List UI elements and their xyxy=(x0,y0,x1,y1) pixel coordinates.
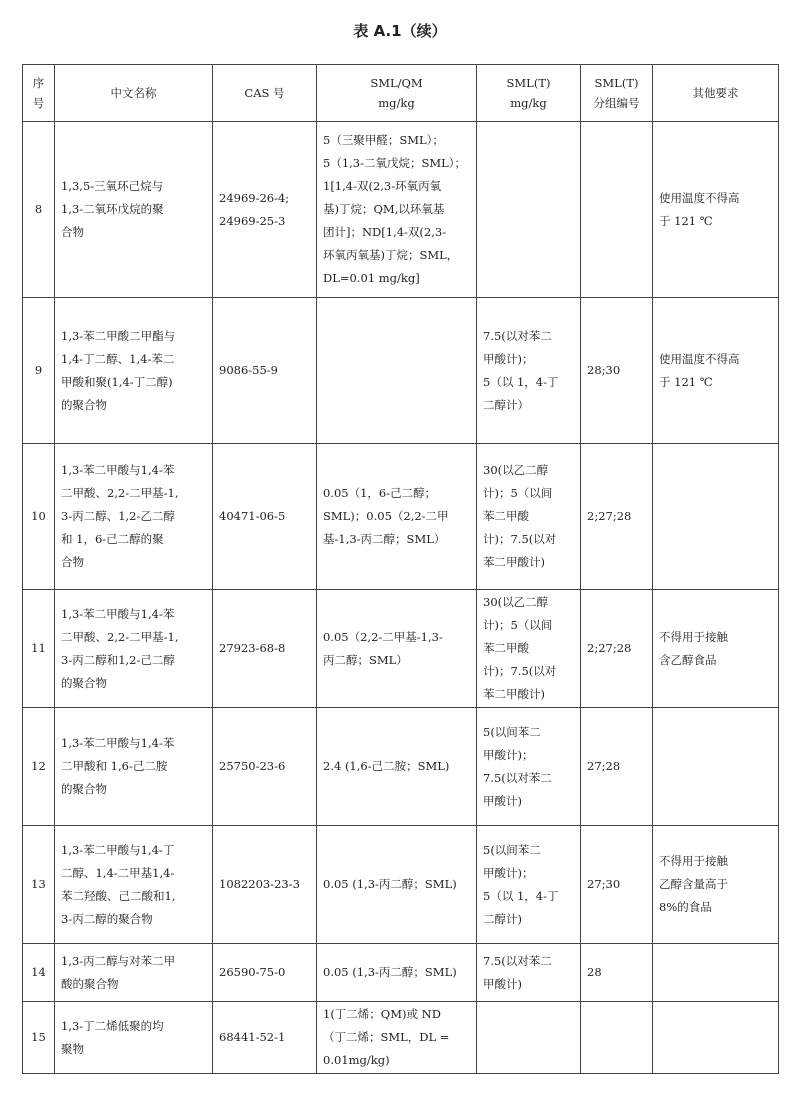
cas-number-text: 24969-25-3 xyxy=(219,213,286,228)
cas-number-cell xyxy=(213,826,317,944)
header-line: 分组编号 xyxy=(593,96,640,110)
sml-t-group-text: 27;30 xyxy=(587,877,621,891)
sml-qm-text: 2.4 (1,6-己二胺；SML) xyxy=(323,759,450,773)
header-line: mg/kg xyxy=(378,96,415,110)
sml-t-text: 苯二甲酸 xyxy=(483,509,529,523)
sml-t-text: 7.5(以对苯二 xyxy=(483,328,552,343)
other-requirements-cell xyxy=(653,122,779,298)
table-row xyxy=(23,122,779,298)
sml-t-group-cell xyxy=(581,444,653,590)
other-requirements-cell xyxy=(653,590,779,708)
sml-qm-cell xyxy=(317,122,477,298)
sml-qm-text: 1(丁二烯；QM)或 ND xyxy=(323,1007,441,1021)
sml-qm-text: 5（三聚甲醛；SML）； xyxy=(323,133,444,147)
other-requirements-cell xyxy=(653,444,779,590)
sml-qm-text: 0.05（1，6-己二醇； xyxy=(323,486,437,500)
chinese-name-text: 苯二羟酸、己二酸和1, xyxy=(61,888,176,903)
sml-t-text: 苯二甲酸计) xyxy=(483,687,545,701)
other-requirements-text: 乙醇含量高于 xyxy=(659,877,728,891)
cas-number-cell xyxy=(213,944,317,1002)
row-number-text: 15 xyxy=(31,1030,46,1044)
sml-qm-cell xyxy=(317,944,477,1002)
sml-t-group-cell xyxy=(581,122,653,298)
cas-number-cell xyxy=(213,122,317,298)
other-requirements-cell xyxy=(653,826,779,944)
chinese-name-text: 聚物 xyxy=(61,1041,84,1056)
other-requirements-text: 8%的食品 xyxy=(659,900,712,914)
sml-t-group-cell xyxy=(581,1002,653,1074)
cas-number-text: 68441-52-1 xyxy=(219,1030,286,1044)
sml-t-cell xyxy=(477,590,581,708)
chinese-name-text: 1,3-苯二甲酸与1,4-丁 xyxy=(61,842,175,857)
chinese-name-text: 二甲酸、2,2-二甲基-1, xyxy=(61,486,179,500)
row-number-text: 13 xyxy=(31,877,46,891)
sml-t-text: 甲酸计) xyxy=(483,793,522,808)
sml-t-text: 7.5(以对苯二 xyxy=(483,953,552,968)
row-number-text: 14 xyxy=(31,965,46,979)
cas-number-text: 25750-23-6 xyxy=(219,759,286,773)
sml-t-text: 甲酸计) xyxy=(483,976,522,991)
table-title: 表 A.1（续） xyxy=(353,22,447,40)
sml-qm-text: 团计]；ND[1,4-双(2,3- xyxy=(323,225,447,239)
sml-qm-text: SML)；0.05（2,2-二甲 xyxy=(323,509,449,523)
chinese-name-text: 甲酸和聚(1,4-丁二醇) xyxy=(61,374,173,389)
sml-qm-text: 丙二醇；SML） xyxy=(323,652,408,667)
sml-t-cell xyxy=(477,444,581,590)
col-header-name xyxy=(55,65,213,122)
sml-t-text: 5（以 1，4-丁 xyxy=(483,374,559,389)
header-line: mg/kg xyxy=(510,96,547,110)
sml-t-text: 5(以间苯二 xyxy=(483,724,541,739)
sml-t-cell xyxy=(477,826,581,944)
sml-t-cell xyxy=(477,708,581,826)
sml-t-group-text: 28 xyxy=(587,965,602,979)
chinese-name-text: 的聚合物 xyxy=(61,782,107,796)
sml-qm-cell xyxy=(317,708,477,826)
row-number-cell xyxy=(23,944,55,1002)
sml-t-text: 5(以间苯二 xyxy=(483,842,541,857)
sml-qm-text: 0.05（2,2-二甲基-1,3- xyxy=(323,629,443,644)
sml-qm-cell xyxy=(317,1002,477,1074)
chinese-name-text: 1,3-丁二烯低聚的均 xyxy=(61,1018,164,1033)
col-header-group xyxy=(581,65,653,122)
cas-number-cell xyxy=(213,590,317,708)
sml-t-text: 7.5(以对苯二 xyxy=(483,770,552,785)
cas-number-text: 40471-06-5 xyxy=(219,509,286,523)
row-number-cell xyxy=(23,298,55,444)
chinese-name-cell xyxy=(55,708,213,826)
col-header-no xyxy=(23,65,55,122)
table-row xyxy=(23,1002,779,1074)
cas-number-text: 26590-75-0 xyxy=(219,965,286,979)
sml-t-group-cell xyxy=(581,708,653,826)
chinese-name-cell xyxy=(55,122,213,298)
sml-t-group-cell xyxy=(581,590,653,708)
table-row xyxy=(23,298,779,444)
sml-t-group-text: 2;27;28 xyxy=(587,641,632,655)
row-number-text: 12 xyxy=(31,759,46,773)
sml-t-text: 计)；5（以间 xyxy=(483,618,553,632)
sml-t-cell xyxy=(477,1002,581,1074)
sml-qm-text: 基-1,3-丙二醇；SML） xyxy=(323,532,446,546)
col-header-sml-t xyxy=(477,65,581,122)
sml-t-text: 苯二甲酸计) xyxy=(483,555,545,569)
row-number-cell xyxy=(23,590,55,708)
sml-t-group-text: 2;27;28 xyxy=(587,509,632,523)
chinese-name-cell xyxy=(55,1002,213,1074)
sml-t-text: 30(以乙二醇 xyxy=(483,463,549,477)
chinese-name-text: 酸的聚合物 xyxy=(61,976,119,991)
sml-qm-text: 基)丁烷；QM,以环氧基 xyxy=(323,202,445,216)
table-row xyxy=(23,826,779,944)
header-row xyxy=(23,65,779,122)
sml-qm-cell xyxy=(317,444,477,590)
header-line: 中文名称 xyxy=(110,86,157,100)
row-number-text: 11 xyxy=(31,641,46,655)
sml-qm-text: （丁二烯；SML，DL = xyxy=(323,1030,450,1044)
chinese-name-text: 合物 xyxy=(61,555,84,569)
table-row xyxy=(23,590,779,708)
chinese-name-text: 1,3-苯二甲酸与1,4-苯 xyxy=(61,606,175,621)
sml-qm-text: 5（1,3-二氧戊烷；SML）； xyxy=(323,156,467,170)
sml-t-group-text: 27;28 xyxy=(587,759,621,773)
chinese-name-cell xyxy=(55,944,213,1002)
row-number-cell xyxy=(23,826,55,944)
row-number-cell xyxy=(23,122,55,298)
cas-number-cell xyxy=(213,1002,317,1074)
chinese-name-cell xyxy=(55,298,213,444)
col-header-sml-qm xyxy=(317,65,477,122)
chinese-name-cell xyxy=(55,826,213,944)
sml-t-group-cell xyxy=(581,826,653,944)
chinese-name-text: 二醇、1,4-二甲基1,4- xyxy=(61,865,175,880)
row-number-text: 9 xyxy=(34,363,43,377)
sml-t-group-cell xyxy=(581,298,653,444)
sml-qm-cell xyxy=(317,298,477,444)
cas-number-text: 9086-55-9 xyxy=(219,363,278,377)
chinese-name-cell xyxy=(55,444,213,590)
sml-t-group-text: 28;30 xyxy=(587,363,621,377)
other-requirements-cell xyxy=(653,1002,779,1074)
table-row xyxy=(23,444,779,590)
sml-qm-text: 1[1,4-双(2,3-环氧丙氧 xyxy=(323,179,442,193)
sml-t-group-cell xyxy=(581,944,653,1002)
table-row xyxy=(23,708,779,826)
other-requirements-text: 使用温度不得高 xyxy=(659,190,740,205)
sml-qm-text: 0.01mg/kg) xyxy=(323,1053,390,1067)
sml-qm-text: DL=0.01 mg/kg] xyxy=(323,271,420,285)
sml-t-cell xyxy=(477,298,581,444)
other-requirements-text: 使用温度不得高 xyxy=(659,351,740,366)
header-line: 其他要求 xyxy=(692,86,739,100)
row-number-cell xyxy=(23,708,55,826)
header-line: 序号 xyxy=(32,76,45,110)
chinese-name-text: 1,3-苯二甲酸与1,4-苯 xyxy=(61,736,175,750)
header-line: SML(T) xyxy=(506,76,551,90)
sml-t-cell xyxy=(477,944,581,1002)
sml-t-text: 30(以乙二醇 xyxy=(483,595,549,609)
cas-number-cell xyxy=(213,708,317,826)
sml-t-text: 甲酸计)； xyxy=(483,865,534,880)
other-requirements-text: 含乙醇食品 xyxy=(659,652,717,667)
sml-t-text: 甲酸计)； xyxy=(483,351,534,366)
chinese-name-text: 1,3-苯二甲酸二甲酯与 xyxy=(61,328,176,343)
chinese-name-text: 1,3-苯二甲酸与1,4-苯 xyxy=(61,463,175,477)
other-requirements-cell xyxy=(653,298,779,444)
cas-number-cell xyxy=(213,298,317,444)
col-header-cas xyxy=(213,65,317,122)
additive-table xyxy=(22,64,779,1074)
sml-t-text: 二醇计) xyxy=(483,911,522,926)
cas-number-cell xyxy=(213,444,317,590)
chinese-name-text: 合物 xyxy=(61,225,84,239)
sml-qm-text: 0.05 (1,3-丙二醇；SML) xyxy=(323,877,457,891)
chinese-name-text: 1,3,5-三氧环己烷与 xyxy=(61,179,164,193)
chinese-name-text: 二甲酸、2,2-二甲基-1, xyxy=(61,629,179,644)
row-number-cell xyxy=(23,444,55,590)
cas-number-text: 1082203-23-3 xyxy=(219,877,300,891)
other-requirements-text: 不得用于接触 xyxy=(659,629,728,644)
sml-t-text: 计)；7.5(以对 xyxy=(483,532,557,546)
sml-t-text: 苯二甲酸 xyxy=(483,641,529,655)
header-line: CAS 号 xyxy=(244,86,285,100)
sml-t-text: 5（以 1，4-丁 xyxy=(483,888,559,903)
sml-t-text: 计)；5（以间 xyxy=(483,486,553,500)
sml-t-text: 二醇计） xyxy=(483,397,529,412)
chinese-name-text: 1,4-丁二醇、1,4-苯二 xyxy=(61,351,175,366)
row-number-text: 8 xyxy=(34,202,43,216)
table-row xyxy=(23,944,779,1002)
chinese-name-text: 1,3-丙二醇与对苯二甲 xyxy=(61,953,176,968)
other-requirements-text: 不得用于接触 xyxy=(659,854,728,868)
other-requirements-text: 于 121 ℃ xyxy=(659,213,713,228)
other-requirements-cell xyxy=(653,708,779,826)
chinese-name-cell xyxy=(55,590,213,708)
sml-t-text: 甲酸计)； xyxy=(483,747,534,762)
sml-qm-cell xyxy=(317,826,477,944)
cas-number-text: 24969-26-4; xyxy=(219,190,290,205)
sml-t-cell xyxy=(477,122,581,298)
row-number-text: 10 xyxy=(31,509,46,523)
chinese-name-text: 二甲酸和 1,6-己二胺 xyxy=(61,759,168,773)
other-requirements-cell xyxy=(653,944,779,1002)
header-line: SML/QM xyxy=(370,76,423,90)
chinese-name-text: 3-丙二醇和1,2-己二醇 xyxy=(61,652,175,667)
chinese-name-text: 的聚合物 xyxy=(61,397,107,412)
row-number-cell xyxy=(23,1002,55,1074)
sml-t-text: 计)；7.5(以对 xyxy=(483,664,557,678)
sml-qm-text: 环氧丙氧基)丁烷；SML， xyxy=(323,248,459,262)
sml-qm-cell xyxy=(317,590,477,708)
chinese-name-text: 1,3-二氧环戊烷的聚 xyxy=(61,202,164,216)
sml-qm-text: 0.05 (1,3-丙二醇；SML) xyxy=(323,965,457,979)
header-line: SML(T) xyxy=(594,76,639,90)
chinese-name-text: 和 1，6-己二醇的聚 xyxy=(61,532,164,546)
chinese-name-text: 3-丙二醇、1,2-乙二醇 xyxy=(61,509,175,523)
col-header-other xyxy=(653,65,779,122)
cas-number-text: 27923-68-8 xyxy=(219,641,286,655)
chinese-name-text: 3-丙二醇的聚合物 xyxy=(61,911,153,926)
chinese-name-text: 的聚合物 xyxy=(61,675,107,690)
other-requirements-text: 于 121 ℃ xyxy=(659,374,713,389)
